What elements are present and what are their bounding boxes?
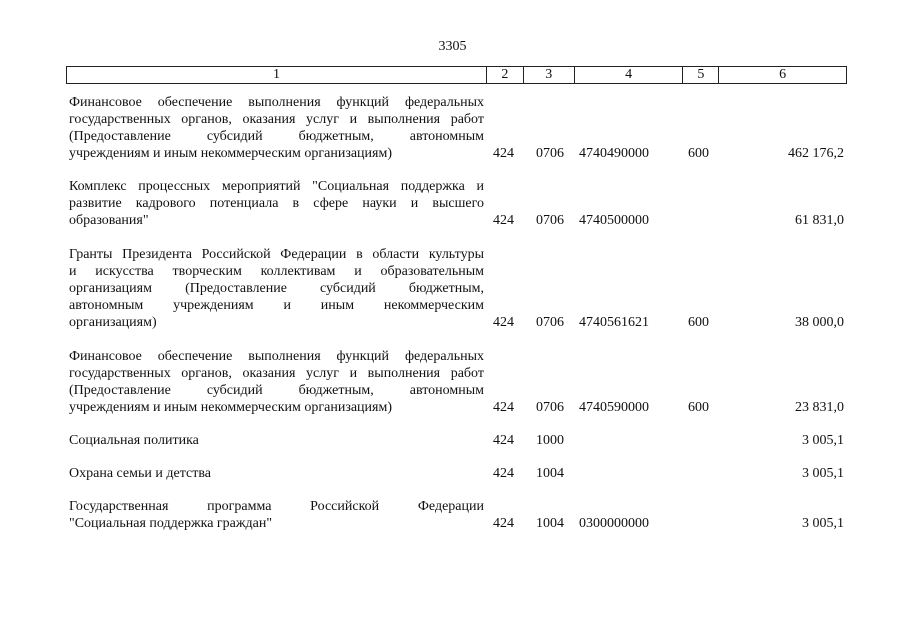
- cell-sum: 3 005,1: [802, 516, 844, 531]
- cell-section: 0706: [536, 400, 564, 415]
- row-description: [69, 348, 484, 416]
- cell-target-article: 0300000000: [579, 516, 649, 531]
- cell-section: 0706: [536, 146, 564, 161]
- cell-sum: 38 000,0: [795, 315, 844, 330]
- description-line: Гранты Президента Российской Федерации в области культуры: [69, 247, 484, 262]
- description-line: и искусства творческим коллективам и образовательным: [69, 264, 484, 279]
- cell-sum: 23 831,0: [795, 400, 844, 415]
- description-line: автономным учреждениям и иным некоммерческим: [69, 298, 484, 313]
- cell-sum: 3 005,1: [802, 433, 844, 448]
- description-line: Охрана семьи и детства: [69, 466, 211, 481]
- description-line: (Предоставление субсидий бюджетным, автономным: [69, 383, 484, 398]
- description-line: Финансовое обеспечение выполнения функций федеральных: [69, 349, 484, 364]
- row-description: [69, 246, 484, 331]
- description-line: организациям): [69, 315, 157, 330]
- cell-expense-type: 600: [688, 146, 709, 161]
- cell-section: 0706: [536, 315, 564, 330]
- description-line: государственных органов, оказания услуг и выполнения работ: [69, 112, 484, 127]
- header-col-1: 1: [67, 67, 487, 83]
- header-col-3: 3: [524, 67, 575, 83]
- description-line: учреждениям и иным некоммерческим организациям): [69, 146, 393, 161]
- table-row: [66, 348, 847, 416]
- cell-target-article: 4740490000: [579, 146, 649, 161]
- cell-grbs: 424: [493, 433, 514, 448]
- table-row: [66, 498, 847, 532]
- cell-target-article: 4740590000: [579, 400, 649, 415]
- header-col-5: 5: [683, 67, 719, 83]
- row-description: [69, 94, 484, 162]
- header-col-6: 6: [779, 67, 787, 82]
- table-row: [66, 432, 847, 449]
- page-number: 3305: [438, 39, 467, 54]
- description-line: Комплекс процессных мероприятий "Социальная поддержка и: [69, 179, 484, 194]
- row-description: [69, 432, 484, 449]
- header-col-2: 2: [487, 67, 524, 83]
- description-line: "Социальная поддержка граждан": [69, 516, 273, 531]
- row-description: [69, 498, 484, 532]
- cell-grbs: 424: [493, 146, 514, 161]
- row-description: [69, 178, 484, 229]
- cell-target-article: 4740500000: [579, 213, 649, 228]
- cell-section: 1004: [536, 516, 564, 531]
- description-line: Финансовое обеспечение выполнения функций федеральных: [69, 95, 484, 110]
- description-line: (Предоставление субсидий бюджетным, автономным: [69, 129, 484, 144]
- cell-target-article: 4740561621: [579, 315, 649, 330]
- cell-grbs: 424: [493, 516, 514, 531]
- description-line: государственных органов, оказания услуг и выполнения работ: [69, 366, 484, 381]
- cell-sum: 61 831,0: [795, 213, 844, 228]
- cell-section: 1004: [536, 466, 564, 481]
- description-line: развитие кадрового потенциала в сфере науки и высшего: [69, 196, 484, 211]
- cell-sum: 462 176,2: [788, 146, 844, 161]
- cell-grbs: 424: [493, 400, 514, 415]
- cell-sum: 3 005,1: [802, 466, 844, 481]
- cell-expense-type: 600: [688, 400, 709, 415]
- header-col-4: 4: [575, 67, 684, 83]
- table-row: [66, 246, 847, 331]
- table-row: [66, 178, 847, 229]
- cell-expense-type: 600: [688, 315, 709, 330]
- description-line: образования": [69, 213, 149, 228]
- cell-section: 1000: [536, 433, 564, 448]
- table-header: [66, 66, 847, 84]
- description-line: учреждениям и иным некоммерческим организациям): [69, 400, 393, 415]
- description-line: организациям (Предоставление субсидий бюджетным,: [69, 281, 484, 296]
- table-row: [66, 94, 847, 162]
- cell-grbs: 424: [493, 213, 514, 228]
- description-line: Социальная политика: [69, 433, 199, 448]
- cell-grbs: 424: [493, 315, 514, 330]
- table-row: [66, 465, 847, 482]
- cell-section: 0706: [536, 213, 564, 228]
- cell-grbs: 424: [493, 466, 514, 481]
- row-description: [69, 465, 484, 482]
- description-line: Государственная программа Российской Федерации: [69, 499, 484, 514]
